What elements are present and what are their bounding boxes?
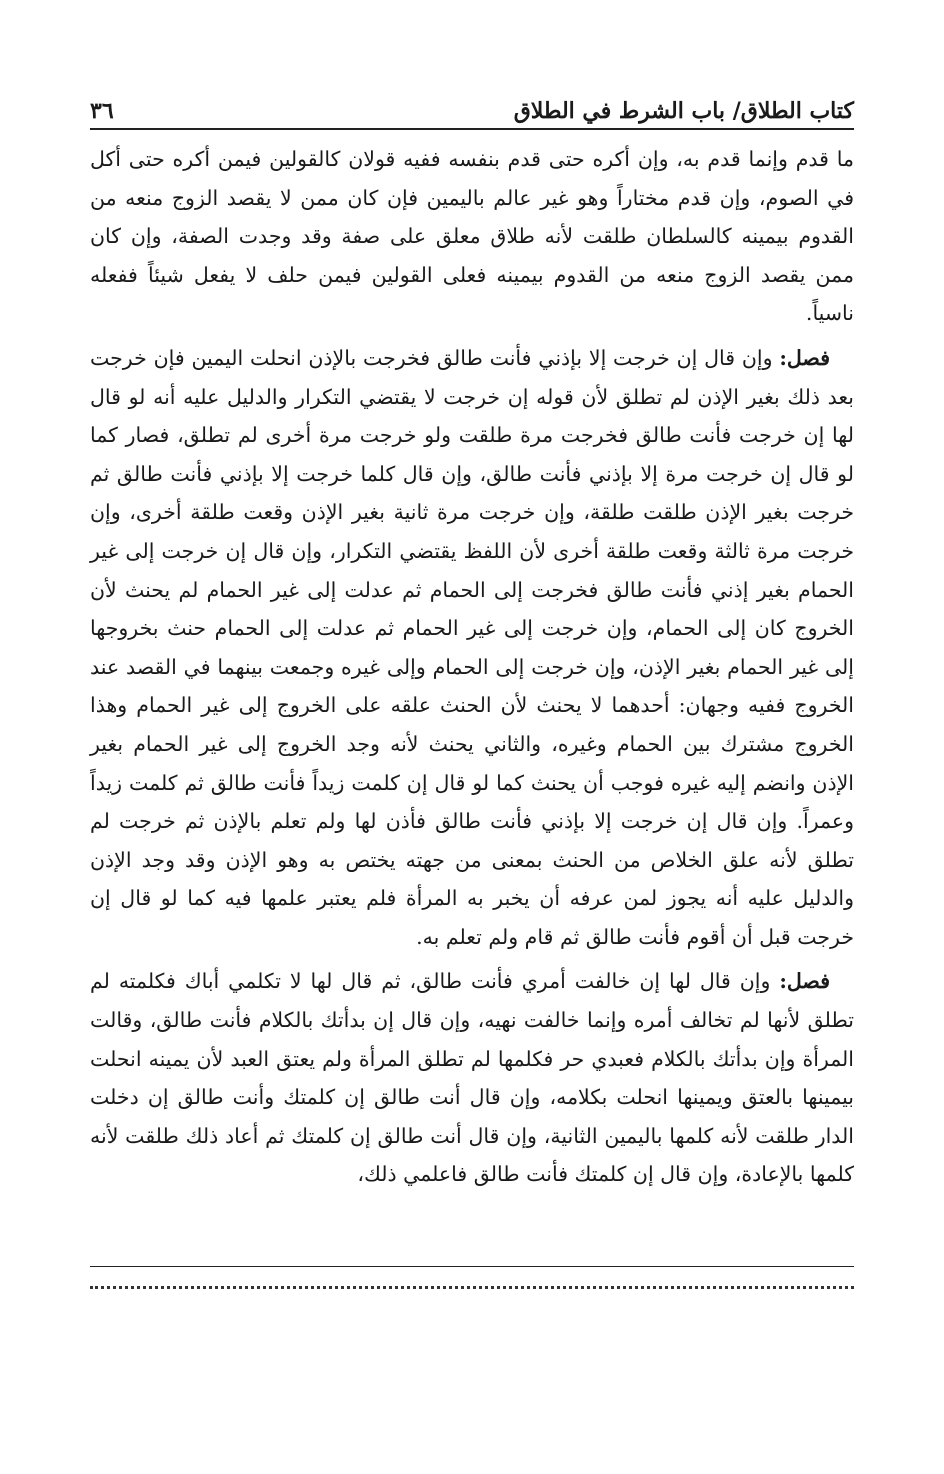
section-keyword: فصل:: [779, 969, 830, 994]
body-text: [90, 140, 854, 1200]
footer-rule: [90, 1266, 854, 1267]
paragraph-3: [90, 962, 854, 1194]
section-keyword: فصل:: [779, 345, 830, 370]
header-title: كتاب الطلاق/ باب الشرط في الطلاق: [513, 98, 854, 124]
paragraph-1: [90, 140, 854, 333]
paragraph-2: [90, 339, 854, 957]
paragraph-1-text: ما قدم وإنما قدم به، وإن أكره حتى قدم بنفسه ففيه قولان كالقولين فيمن أكره حتى أكل في الصوم، وإن قدم مختاراً وهو غير عالم باليمين فإن كان ممن لا يقصد الزوج منعه من القدوم بيمينه كالسلطان طلقت لأنه طلاق معلق على صفة وقد وجدت الصفة، وإن كان ممن يقصد الزوج منعه من القدوم بيمينه فعلى القولين فيمن حلف لا يفعل شيئاً ففعله ناسياً.: [90, 147, 854, 326]
paragraph-3-text: وإن قال لها إن خالفت أمري فأنت طالق، ثم قال لها لا تكلمي أباك فكلمته لم تطلق لأنها لم تخالف أمره وإنما خالفت نهيه، وإن قال إن بدأتك بالكلام فأنت طالق، وقالت المرأة وإن بدأتك بالكلام فعبدي حر فكلمها لم تطلق المرأة ولم يعتق العبد لأن يمينه انحلت بيمينها بالعتق ويمينها انحلت بكلامه، وإن قال أنت طالق إن كلمتك وأنت طالق إن دخلت الدار طلقت لأنه كلمها باليمين الثانية، وإن قال أنت طالق إن كلمتك ثم أعاد ذلك طلقت لأنه كلمها بالإعادة، وإن قال إن كلمتك فأنت طالق فاعلمي ذلك،: [90, 969, 854, 1187]
paragraph-2-text: وإن قال إن خرجت إلا بإذني فأنت طالق فخرجت بالإذن انحلت اليمين فإن خرجت بعد ذلك بغير الإذن لم تطلق لأن قوله إن خرجت لا يقتضي التكرار والدليل عليه أنه لو قال لها إن خرجت فأنت طالق فخرجت مرة طلقت ولو خرجت مرة أخرى لم تطلق، فصار كما لو قال إن خرجت مرة إلا بإذني فأنت طالق، وإن قال كلما خرجت إلا بإذني فأنت طالق ثم خرجت بغير الإذن طلقت طلقة، وإن خرجت مرة ثانية بغير الإذن وقعت طلقة أخرى، وإن خرجت مرة ثالثة وقعت طلقة أخرى لأن اللفظ يقتضي التكرار، وإن قال إن خرجت إلى غير الحمام بغير إذني فأنت طالق فخرجت إلى الحمام ثم عدلت إلى غير الحمام لم يحنث لأن الخروج كان إلى الحمام، وإن خرجت إلى غير الحمام ثم عدلت إلى الحمام حنث بخروجها إلى غير الحمام بغير الإذن، وإن خرجت إلى الحمام وإلى غيره وجمعت بينهما في القصد عند الخروج ففيه وجهان: أحدهما لا يحنث لأن الحنث علقه على الخروج إلى غير الحمام وهذا الخروج مشترك بين الحمام وغيره، والثاني يحنث لأنه وجد الخروج إلى غير الحمام بغير الإذن وانضم إليه غيره فوجب أن يحنث كما لو قال إن كلمت زيداً فأنت طالق ثم كلمت زيداً وعمراً. وإن قال إن خرجت إلا بإذني فأنت طالق فأذن لها ولم تعلم بالإذن ثم خرجت لم تطلق لأنه علق الخلاص من الحنث بمعنى من جهته يختص به وهو الإذن وقد وجد الإذن والدليل عليه أنه يجوز لمن عرفه أن يخبر به المرأة فلم يعتبر علمها فيه كما لو قال إن خرجت قبل أن أقوم فأنت طالق ثم قام ولم تعلم به.: [90, 345, 854, 949]
page-number: ٣٦: [90, 98, 114, 124]
running-header: [90, 80, 854, 124]
footer-dotted-line: [90, 1286, 854, 1309]
header-rule: [90, 128, 854, 130]
